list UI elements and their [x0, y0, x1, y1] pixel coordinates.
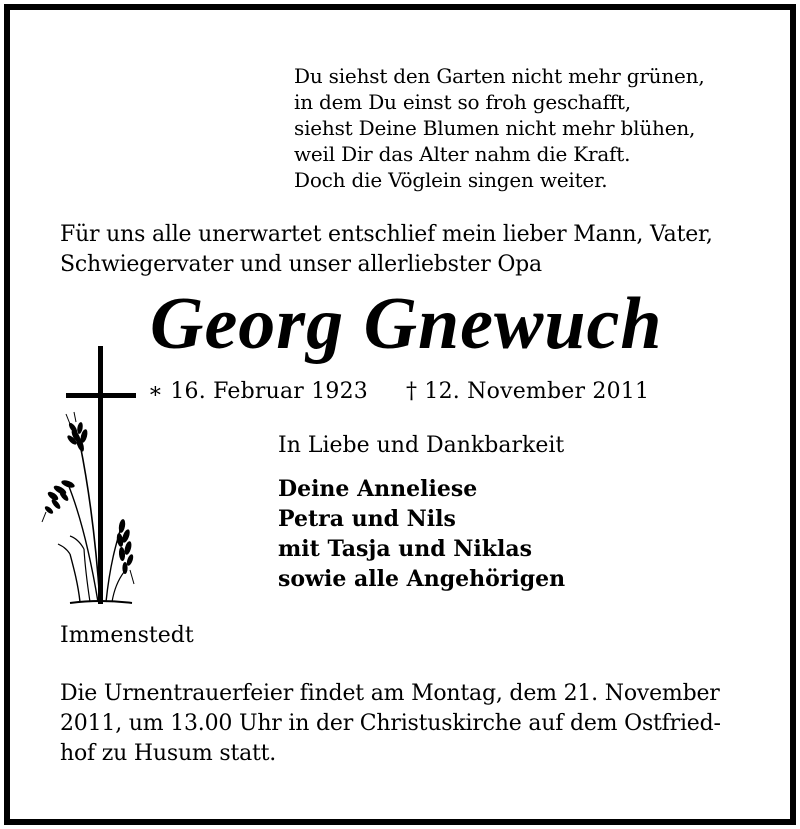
poem [294, 63, 705, 193]
mourner-name: sowie alle Angehörigen [278, 566, 566, 592]
place-name: Immenstedt [60, 623, 194, 648]
mourner-name: Petra und Nils [278, 506, 456, 532]
announcement-line: Schwiegervater und unser allerliebster Opa [60, 252, 542, 277]
mourners-list [278, 474, 565, 594]
service-line: 2011, um 13.00 Uhr in der Christuskirche auf dem Ostfried- [60, 711, 721, 736]
mourner-name: Deine Anneliese [278, 476, 478, 502]
cross-with-wheat-icon [40, 344, 150, 610]
service-line: hof zu Husum statt. [60, 741, 277, 766]
death-date: † 12. November 2011 [406, 379, 650, 404]
announcement-text [60, 220, 713, 280]
birth-date: ∗ 16. Februar 1923 [148, 379, 368, 404]
poem-line: in dem Du einst so froh geschafft, [294, 90, 631, 114]
announcement-line: Für uns alle unerwartet entschlief mein lieber Mann, Vater, [60, 222, 713, 247]
poem-line: weil Dir das Alter nahm die Kraft. [294, 142, 631, 166]
mourner-name: mit Tasja und Niklas [278, 536, 532, 562]
poem-line: Doch die Vöglein singen weiter. [294, 168, 608, 192]
poem-line: siehst Deine Blumen nicht mehr blühen, [294, 116, 696, 140]
service-info [60, 679, 721, 769]
deceased-name: Georg Gnewuch [150, 283, 663, 365]
greeting-line: In Liebe und Dankbarkeit [278, 433, 565, 458]
service-line: Die Urnentrauerfeier findet am Montag, dem 21. November [60, 681, 720, 706]
poem-line: Du siehst den Garten nicht mehr grünen, [294, 64, 705, 88]
